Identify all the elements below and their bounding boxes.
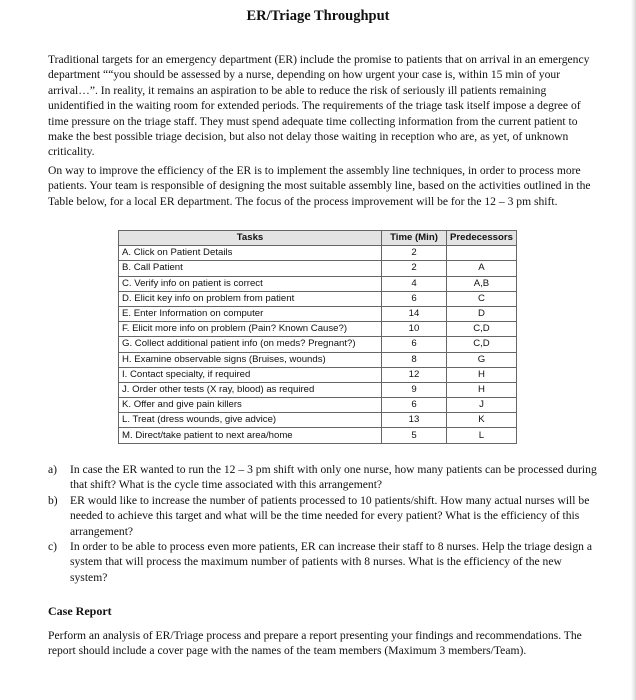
- cell-time: 13: [382, 413, 447, 428]
- questions-list: [48, 462, 600, 585]
- cell-predecessors: A: [447, 261, 517, 276]
- question-text: In case the ER wanted to run the 12 – 3 pm shift with only one nurse, how many patients can be processed during that shift? What is the cycle time associated with this arrangement?: [70, 463, 597, 492]
- page-edge: [631, 0, 636, 700]
- cell-time: 6: [382, 291, 447, 306]
- cell-predecessors: H: [447, 367, 517, 382]
- cell-time: 6: [382, 398, 447, 413]
- cell-time: 14: [382, 306, 447, 321]
- cell-task: G. Collect additional patient info (on meds? Pregnant?): [119, 337, 382, 352]
- header-time: Time (Min): [382, 231, 447, 246]
- cell-predecessors: J: [447, 398, 517, 413]
- header-tasks: Tasks: [119, 231, 382, 246]
- cell-task: I. Contact specialty, if required: [119, 367, 382, 382]
- cell-time: 8: [382, 352, 447, 367]
- table-row: [119, 246, 517, 261]
- cell-task: E. Enter Information on computer: [119, 306, 382, 321]
- question-text: ER would like to increase the number of patients processed to 10 patients/shift. How many actual nurses will be needed to achieve this target and what will be the time needed for every patient? What is the efficiency of this arrangement?: [70, 493, 590, 538]
- cell-task: H. Examine observable signs (Bruises, wounds): [119, 352, 382, 367]
- table-row: [119, 367, 517, 382]
- table-row: [119, 276, 517, 291]
- table-row: [119, 413, 517, 428]
- table-header-row: [119, 231, 517, 246]
- cell-task: L. Treat (dress wounds, give advice): [119, 413, 382, 428]
- question-text: In order to be able to process even more patients, ER can increase their staff to 8 nurses. Help the triage design a system that will process the maximum number of patients with 8 nurses. What is the efficiency of the new system?: [70, 540, 592, 584]
- question-item: [48, 539, 600, 585]
- table-row: [119, 306, 517, 321]
- cell-predecessors: L: [447, 428, 517, 443]
- table-row: [119, 428, 517, 443]
- question-item: [48, 493, 600, 539]
- cell-task: F. Elicit more info on problem (Pain? Known Cause?): [119, 322, 382, 337]
- cell-predecessors: C,D: [447, 322, 517, 337]
- cell-time: 12: [382, 367, 447, 382]
- cell-predecessors: K: [447, 413, 517, 428]
- table-row: [119, 398, 517, 413]
- table-row: [119, 322, 517, 337]
- case-report-text: Perform an analysis of ER/Triage process and prepare a report presenting your findings and recommendations. The report should include a cover page with the names of the team members (Maximum 3 members/Team).: [48, 629, 582, 658]
- cell-task: B. Call Patient: [119, 261, 382, 276]
- tasks-table: [118, 230, 517, 444]
- cell-predecessors: [447, 246, 517, 261]
- cell-time: 6: [382, 337, 447, 352]
- case-report-heading: Case Report: [48, 604, 112, 618]
- cell-time: 5: [382, 428, 447, 443]
- cell-time: 9: [382, 382, 447, 397]
- cell-task: M. Direct/take patient to next area/home: [119, 428, 382, 443]
- cell-time: 2: [382, 261, 447, 276]
- question-label: b): [48, 493, 58, 507]
- cell-task: J. Order other tests (X ray, blood) as required: [119, 382, 382, 397]
- table-row: [119, 291, 517, 306]
- header-predecessors: Predecessors: [447, 231, 517, 246]
- cell-predecessors: G: [447, 352, 517, 367]
- page-title: ER/Triage Throughput: [246, 8, 390, 24]
- cell-predecessors: D: [447, 306, 517, 321]
- cell-predecessors: H: [447, 382, 517, 397]
- cell-time: 10: [382, 322, 447, 337]
- cell-time: 2: [382, 246, 447, 261]
- cell-task: C. Verify info on patient is correct: [119, 276, 382, 291]
- table-row: [119, 382, 517, 397]
- cell-predecessors: A,B: [447, 276, 517, 291]
- question-label: a): [48, 463, 58, 476]
- table-row: [119, 337, 517, 352]
- question-label: c): [48, 540, 58, 554]
- table-row: [119, 261, 517, 276]
- cell-task: D. Elicit key info on problem from patient: [119, 291, 382, 306]
- table-row: [119, 352, 517, 367]
- assembly-line-paragraph: On way to improve the efficiency of the ER is to implement the assembly line techniques, in order to process more patients. Your team is responsible of designing the most suitable assembly line, based on the activities outlined in the Table below, for a local ER department. The focus of the process improvement will be for the 12 – 3 pm shift.: [48, 164, 591, 208]
- cell-predecessors: C: [447, 291, 517, 306]
- cell-predecessors: C,D: [447, 337, 517, 352]
- cell-time: 4: [382, 276, 447, 291]
- intro-paragraph: Traditional targets for an emergency department (ER) include the promise to patients that on arrival in an emergency department ““you should be assessed by a nurse, depending on how urgent your case is, within 15 min of your arrival…”. In reality, it remains an aspiration to be able to reduce the risk of seriously ill patients remaining unidentified in the waiting room for extended periods. The requirements of the triage task itself impose a degree of time pressure on the triage staff. They must spend adequate time collecting information from the current patient to make the best possible triage decision, but also not delay those waiting in reception who are, as yet, of unknown criticality.: [48, 53, 590, 159]
- question-item: [48, 462, 600, 493]
- cell-task: K. Offer and give pain killers: [119, 398, 382, 413]
- cell-task: A. Click on Patient Details: [119, 246, 382, 261]
